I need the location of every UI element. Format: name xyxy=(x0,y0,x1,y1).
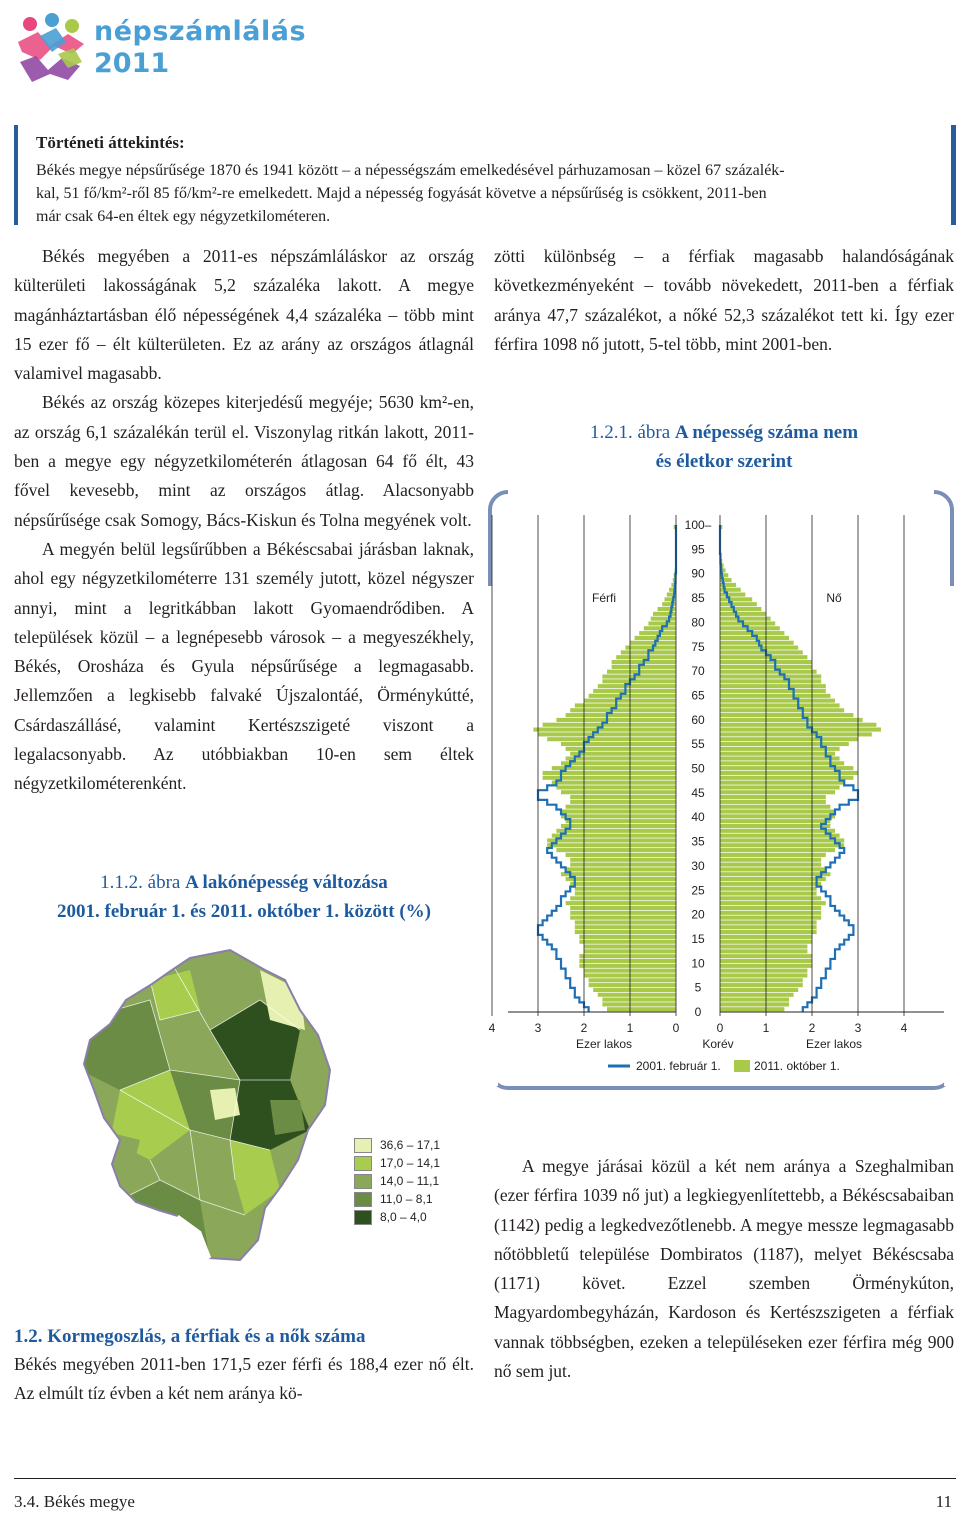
map-legend-label: 8,0 – 4,0 xyxy=(380,1210,427,1224)
history-line-3: már csak 64-en éltek egy négyzetkilométeren. xyxy=(36,208,331,225)
male-2011-bar xyxy=(575,891,676,895)
age-tick-label: 80 xyxy=(691,615,705,630)
female-2011-bar xyxy=(720,626,780,630)
female-2011-bar xyxy=(720,655,807,659)
map-caption xyxy=(14,868,474,926)
female-2011-bar xyxy=(720,911,821,915)
female-2011-bar xyxy=(720,708,844,712)
male-2011-bar xyxy=(579,940,676,944)
female-2011-bar xyxy=(720,998,789,1002)
female-2011-bar xyxy=(720,805,830,809)
male-2011-bar xyxy=(566,867,676,871)
male-2011-bar xyxy=(648,621,676,625)
male-2011-bar xyxy=(570,800,676,804)
age-tick-label: 90 xyxy=(691,566,705,581)
paragraph-sex-ratio: zötti különbség – a férfiak magasabb halandóságának következményeként – tovább növekedett, 2011-ben a férfiak aránya 47,7 százalékot, a nőké 52,3 százalékot tett ki. Így ezer férfira 1098 nő jutott, 5-tel több, mint 2001-ben. xyxy=(494,246,954,354)
female-2011-bar xyxy=(720,800,826,804)
female-2011-bar xyxy=(720,863,821,867)
map-caption-title-1: A lakónépesség változása xyxy=(185,872,388,893)
male-2011-bar xyxy=(575,930,676,934)
census-logo-icon xyxy=(10,6,90,88)
pyramid-frame xyxy=(488,490,954,1090)
x-tick-label-right: 0 xyxy=(716,1021,724,1035)
county-map xyxy=(60,940,400,1270)
male-2011-bar xyxy=(651,617,676,621)
age-tick-label: 70 xyxy=(691,664,705,679)
female-2011-bar xyxy=(720,679,821,683)
female-2011-bar xyxy=(720,920,817,924)
female-2011-bar xyxy=(720,824,830,828)
label-female: Nő xyxy=(826,591,842,605)
male-2011-bar xyxy=(566,853,676,857)
page-number: 11 xyxy=(935,1492,952,1511)
female-2011-bar xyxy=(720,983,803,987)
female-2011-bar xyxy=(720,718,863,722)
male-2011-bar xyxy=(552,834,676,838)
male-2011-bar xyxy=(547,838,676,842)
female-2011-bar xyxy=(720,713,853,717)
map-legend-label: 11,0 – 8,1 xyxy=(380,1192,433,1206)
female-2011-bar xyxy=(720,1007,784,1011)
history-left-bar xyxy=(14,125,18,225)
female-2011-bar xyxy=(720,853,826,857)
map-legend-label: 14,0 – 11,1 xyxy=(380,1174,440,1188)
x-axis-label-right: Ezer lakos xyxy=(805,1037,863,1051)
age-tick-label: 35 xyxy=(691,834,705,849)
age-tick-label: 25 xyxy=(691,883,705,898)
male-2011-bar xyxy=(589,978,676,982)
male-2011-bar xyxy=(570,896,676,900)
female-2011-bar xyxy=(720,829,835,833)
label-male: Férfi xyxy=(592,591,616,605)
female-2011-bar xyxy=(720,867,826,871)
male-2011-bar xyxy=(593,689,676,693)
male-2011-bar xyxy=(533,728,676,732)
male-2011-bar xyxy=(543,776,676,780)
age-tick-label: 75 xyxy=(691,639,705,654)
map-legend-swatch xyxy=(354,1192,372,1207)
x-tick-label-left: 2 xyxy=(580,1021,588,1035)
female-2011-bar xyxy=(720,689,826,693)
female-2011-bar xyxy=(720,834,840,838)
section-intro: Békés megyében 2011-ben 171,5 ezer férfi és 188,4 ezer nő élt. Az elmúlt tíz évben a két nem aránya kö- xyxy=(14,1354,474,1404)
male-2011-bar xyxy=(575,703,676,707)
map-legend-item xyxy=(354,1190,474,1208)
female-2011-bar xyxy=(720,814,835,818)
male-2011-bar xyxy=(602,1002,676,1006)
left-column xyxy=(14,242,474,799)
pyramid-caption-title-2: és életkor szerint xyxy=(655,451,793,472)
male-2011-bar xyxy=(570,752,676,756)
female-2011-bar xyxy=(720,776,853,780)
logo-title: népszámlálás xyxy=(94,16,307,47)
age-tick-label: 95 xyxy=(691,542,705,557)
section-sex-age xyxy=(14,1326,474,1409)
male-2011-bar xyxy=(566,877,676,881)
age-tick-label: 85 xyxy=(691,591,705,606)
female-2011-bar xyxy=(720,790,835,794)
female-2011-bar xyxy=(720,607,761,611)
male-2011-bar xyxy=(561,824,676,828)
male-2011-bar xyxy=(602,679,676,683)
age-tick-label: 65 xyxy=(691,688,705,703)
male-2011-bar xyxy=(635,636,676,640)
history-line-2: kal, 51 fő/km²-ről 85 fő/km²-re emelkedett. Majd a népesség fogyását követve a népsűrűség is csökkent, 2011-ben xyxy=(36,185,767,202)
x-axis-label-center: Korév xyxy=(702,1037,734,1051)
male-2011-bar xyxy=(639,631,676,635)
legend-2011-label: 2011. október 1. xyxy=(754,1059,840,1073)
map-legend-swatch xyxy=(354,1156,372,1171)
male-2011-bar xyxy=(589,983,676,987)
male-2011-bar xyxy=(570,916,676,920)
male-2011-bar xyxy=(556,848,676,852)
male-2011-bar xyxy=(570,708,676,712)
female-2011-bar xyxy=(720,882,821,886)
male-2011-bar xyxy=(561,790,676,794)
male-2011-bar xyxy=(579,964,676,968)
age-tick-label: 50 xyxy=(691,761,705,776)
age-tick-label: 60 xyxy=(691,712,705,727)
male-2011-bar xyxy=(566,819,676,823)
male-2011-bar xyxy=(579,954,676,958)
map-legend-item xyxy=(354,1136,474,1154)
female-2011-bar xyxy=(720,969,807,973)
female-2011-bar xyxy=(720,896,821,900)
female-2011-bar xyxy=(720,1002,789,1006)
male-2011-bar xyxy=(575,887,676,891)
male-2011-bar xyxy=(566,805,676,809)
footer-rule xyxy=(14,1478,956,1479)
female-2011-bar xyxy=(720,699,835,703)
female-2011-bar xyxy=(720,891,817,895)
female-2011-bar xyxy=(720,674,821,678)
female-2011-bar xyxy=(720,694,830,698)
female-2011-bar xyxy=(720,742,849,746)
legend-2011-swatch xyxy=(734,1060,750,1072)
female-2011-bar xyxy=(720,761,844,765)
paragraph-area: Békés az ország közepes kiterjedésű megyéje; 5630 km²-en, az ország 6,1 százalékán terül el. Viszonylag ritkán lakott, 2011-ben a megye egy négyzetkilométerén átlagosan 64 fő élt, 43 fővel kevesebb, mint az országos átlag. Alacsonyabb népsűrűsége csak Somogy, Bács-Kiskun és Tolna megyének volt. xyxy=(14,392,474,530)
female-2011-bar xyxy=(720,785,840,789)
male-2011-bar xyxy=(570,858,676,862)
male-2011-bar xyxy=(547,737,676,741)
history-line-1: Békés megye népsűrűsége 1870 és 1941 között – a népességszám emelkedésével párhuzamosan – közel 67 százalék- xyxy=(36,162,785,179)
footer-section: 3.4. Békés megye xyxy=(14,1492,135,1511)
male-2011-bar xyxy=(561,809,676,813)
male-2011-bar xyxy=(593,988,676,992)
age-tick-label: 100– xyxy=(684,518,712,532)
pyramid-caption-title-1: A népesség száma nem xyxy=(674,422,859,443)
male-2011-bar xyxy=(607,1007,676,1011)
male-2011-bar xyxy=(561,872,676,876)
male-2011-bar xyxy=(547,843,676,847)
x-tick-label-left: 3 xyxy=(534,1021,542,1035)
male-2011-bar xyxy=(579,935,676,939)
x-tick-label-right: 2 xyxy=(808,1021,816,1035)
male-2011-bar xyxy=(538,732,676,736)
right-column-top xyxy=(494,242,954,359)
male-2011-bar xyxy=(566,901,676,905)
female-2011-bar xyxy=(720,877,826,881)
male-2011-bar xyxy=(556,718,676,722)
female-2011-bar xyxy=(720,670,817,674)
map-legend-label: 36,6 – 17,1 xyxy=(380,1138,441,1152)
female-2011-bar xyxy=(720,737,858,741)
male-2011-bar xyxy=(570,795,676,799)
female-2011-bar xyxy=(720,887,817,891)
female-2011-bar xyxy=(720,723,876,727)
female-2011-bar xyxy=(720,752,835,756)
female-2011-bar xyxy=(720,988,798,992)
map-legend-label: 17,0 – 14,1 xyxy=(380,1156,441,1170)
male-2011-bar xyxy=(653,612,676,616)
female-2011-bar xyxy=(720,978,803,982)
female-2011-bar xyxy=(720,703,840,707)
male-2011-bar xyxy=(579,959,676,963)
female-2011-bar xyxy=(720,819,830,823)
map-legend-swatch xyxy=(354,1210,372,1225)
female-2011-bar xyxy=(720,949,807,953)
map-legend xyxy=(354,1136,474,1236)
x-tick-label-left: 0 xyxy=(672,1021,680,1035)
paragraph-outskirts: Békés megyében a 2011-es népszámláláskor az ország külterületi lakosságának 5,2 százaléka lakott. A megye magánháztartásban élő népességének 4,4 százaléka – több mint 15 ezer fő – élt külterületen. Ez az arány az országos átlagnál valamivel magasabb. xyxy=(14,246,474,384)
female-2011-bar xyxy=(720,621,775,625)
x-tick-label-right: 1 xyxy=(762,1021,770,1035)
female-2011-bar xyxy=(720,848,835,852)
age-tick-label: 20 xyxy=(691,907,705,922)
x-tick-label-right: 4 xyxy=(900,1021,908,1035)
male-2011-bar xyxy=(589,694,676,698)
paragraph-density: A megyén belül legsűrűbben a Békéscsabai járásban laknak, ahol egy négyzetkilométerre 131 személy jutott, közel négyszer annyi, mint a legritkábban lakott Gyomaendrődiben. A települések közül – a legnépesebb városok – a megyeszékhely, Békés, Orosháza és Gyula népsűrűsége a legmagasabb. Jellemzően a legkisebb falvaké Újszalontáé, Örménykútté, Csárdaszállásé, valamint Kertészszigeté viszont a legalacsonyabb. Az utóbbiakban 10-en sem éltek négyzetkilométerenként. xyxy=(14,538,474,794)
male-2011-bar xyxy=(566,713,676,717)
male-2011-bar xyxy=(625,646,676,650)
male-2011-bar xyxy=(552,781,676,785)
map-legend-item xyxy=(354,1154,474,1172)
female-2011-bar xyxy=(720,925,817,929)
female-2011-bar xyxy=(720,901,826,905)
female-2011-bar xyxy=(720,973,807,977)
population-pyramid xyxy=(488,490,954,1090)
female-2011-bar xyxy=(720,838,844,842)
map-legend-item xyxy=(354,1172,474,1190)
female-2011-bar xyxy=(720,617,771,621)
legend-2001-label: 2001. február 1. xyxy=(636,1059,721,1073)
history-title: Történeti áttekintés: xyxy=(36,133,185,152)
female-2011-bar xyxy=(720,781,844,785)
age-tick-label: 10 xyxy=(691,956,705,971)
male-2011-bar xyxy=(556,785,676,789)
male-2011-bar xyxy=(570,906,676,910)
female-2011-bar xyxy=(720,756,840,760)
female-2011-bar xyxy=(720,858,821,862)
section-title: 1.2. Kormegoszlás, a férfiak és a nők száma xyxy=(14,1326,366,1347)
male-2011-bar xyxy=(561,742,676,746)
male-2011-bar xyxy=(566,747,676,751)
paragraph-districts: A megye járásai közül a két nem aránya a Szeghalmiban (ezer férfira 1039 nő jut) a legkiegyenlítettebb, a Békéscsabaiban (1142) pedig a legkedvezőtlenebb. A megye messze legmagasabb nőtöbbletű települése Dombiratos (1187), melyet Békéscsaba (1171) követ. Ezzel szemben Örménykúton, Magyardombegyházán, Kardoson és Kertészszigeten a férfiak vannak többségben, ezeken a településeken ezer férfira még 900 nő sem jut. xyxy=(494,1156,954,1382)
male-2011-bar xyxy=(543,723,676,727)
female-2011-bar xyxy=(720,944,807,948)
female-2011-bar xyxy=(720,597,752,601)
female-2011-bar xyxy=(720,732,872,736)
age-tick-label: 15 xyxy=(691,931,705,946)
history-text xyxy=(36,159,926,228)
male-2011-bar xyxy=(575,925,676,929)
female-2011-bar xyxy=(720,795,826,799)
female-2011-bar xyxy=(720,684,826,688)
male-2011-bar xyxy=(566,756,676,760)
female-2011-bar xyxy=(720,930,817,934)
x-tick-label-right: 3 xyxy=(854,1021,862,1035)
male-2011-bar xyxy=(630,641,676,645)
x-tick-label-left: 1 xyxy=(626,1021,634,1035)
female-2011-bar xyxy=(720,843,844,847)
age-tick-label: 0 xyxy=(694,1005,702,1019)
male-2011-bar xyxy=(570,882,676,886)
right-column-bottom xyxy=(494,1152,954,1386)
map-caption-title-2: 2001. február 1. és 2011. október 1. között (%) xyxy=(57,901,431,922)
male-2011-bar xyxy=(598,684,676,688)
age-tick-label: 5 xyxy=(694,980,702,995)
history-right-bar xyxy=(951,125,956,225)
map-legend-item xyxy=(354,1208,474,1226)
male-2011-bar xyxy=(644,626,676,630)
map-caption-number: 1.1.2. ábra xyxy=(100,872,181,893)
male-2011-bar xyxy=(570,911,676,915)
male-2011-bar xyxy=(561,814,676,818)
map-legend-swatch xyxy=(354,1138,372,1153)
female-2011-bar xyxy=(720,612,766,616)
age-tick-label: 40 xyxy=(691,810,705,825)
female-2011-bar xyxy=(720,809,835,813)
pyramid-caption-number: 1.2.1. ábra xyxy=(589,422,671,443)
female-2011-bar xyxy=(720,993,794,997)
female-2011-bar xyxy=(720,906,821,910)
age-tick-label: 55 xyxy=(691,737,705,752)
male-2011-bar xyxy=(607,670,676,674)
x-tick-label-left: 4 xyxy=(488,1021,496,1035)
male-2011-bar xyxy=(575,920,676,924)
pyramid-caption xyxy=(494,418,954,476)
female-2011-bar xyxy=(720,872,830,876)
male-2011-bar xyxy=(616,655,676,659)
male-2011-bar xyxy=(570,863,676,867)
logo-year: 2011 xyxy=(94,48,170,79)
male-2011-bar xyxy=(602,998,676,1002)
age-tick-label: 30 xyxy=(691,858,705,873)
female-2011-bar xyxy=(720,728,881,732)
female-2011-bar xyxy=(720,602,757,606)
map-legend-swatch xyxy=(354,1174,372,1189)
census-logo xyxy=(10,6,307,88)
male-2011-bar xyxy=(556,829,676,833)
history-box xyxy=(14,125,956,225)
male-2011-bar xyxy=(561,761,676,765)
x-axis-label-left: Ezer lakos xyxy=(575,1037,633,1051)
age-tick-label: 45 xyxy=(691,785,705,800)
female-2011-bar xyxy=(720,916,821,920)
male-2011-bar xyxy=(598,993,676,997)
